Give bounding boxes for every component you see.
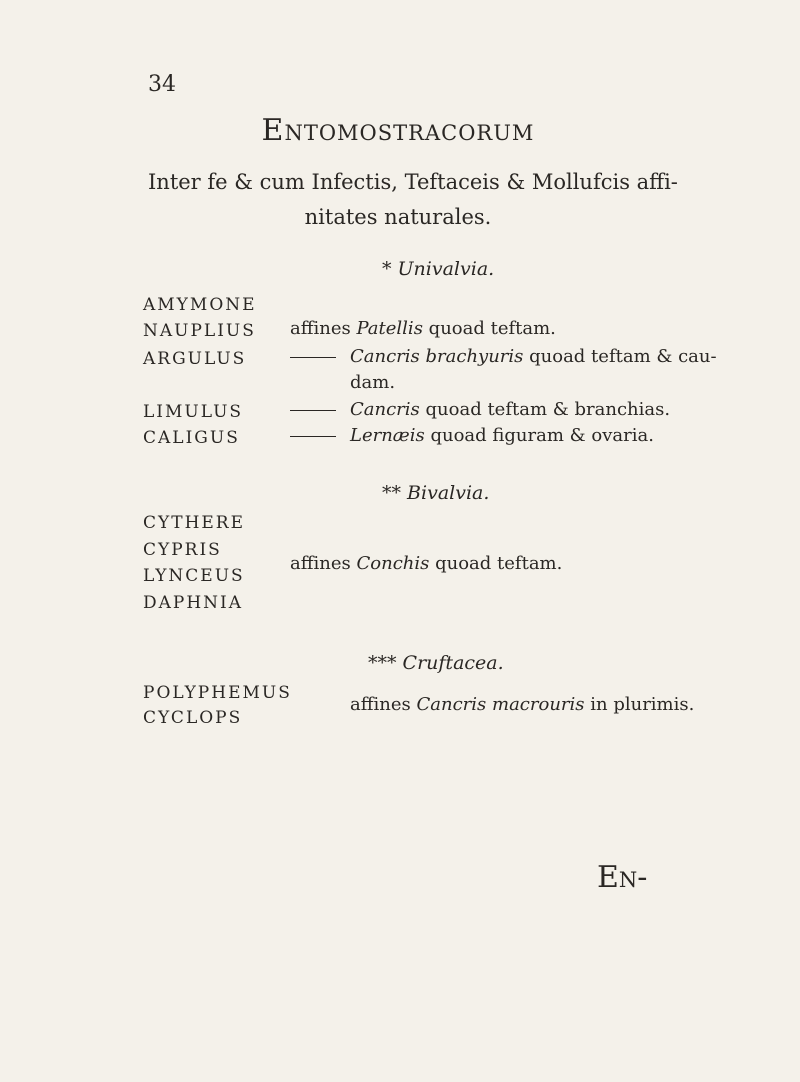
genus-label: LIMULUS [143,402,244,422]
affinity-line [290,318,556,339]
affinity-continuation: dam. [350,372,396,393]
affinity-prefix: affines [350,694,411,715]
genus-label: DAPHNIA [143,593,244,613]
genus-label: AMYMONE [143,295,257,315]
genus-label: ARGULUS [143,349,247,369]
page-title: Entomostracorum [261,113,535,148]
ditto-dash [290,410,336,411]
genus-label: CYTHERE [143,513,246,533]
affinity-text: quoad teftam. [435,553,563,574]
taxon-name: Cancris macrouris [416,694,585,715]
intro-line-1: Inter fe & cum Infectis, Teftaceis & Mollufcis affi- [148,170,678,194]
section-heading-bivalvia: ** Bivalvia. [382,482,490,504]
affinity-prefix: affines [290,318,351,339]
genus-label: NAUPLIUS [143,321,256,341]
taxon-name: Conchis [356,553,430,574]
genus-label: CYCLOPS [143,708,243,728]
affinity-line [290,346,717,367]
affinity-text: in plurimis. [590,694,695,715]
intro-line-2: nitates naturales. [304,205,492,229]
genus-label: CYPRIS [143,540,222,560]
affinity-line [290,553,562,574]
taxon-name: Cancris [350,399,420,420]
ditto-dash [290,357,336,358]
taxon-name: Patellis [356,318,423,339]
affinity-line [290,399,670,420]
taxon-name: Cancris brachyuris [350,346,524,367]
genus-label: LYNCEUS [143,566,245,586]
genus-label: CALIGUS [143,428,240,448]
section-heading-crustacea: *** Cruftacea. [368,652,504,674]
genus-label: POLYPHEMUS [143,683,292,703]
affinity-text: quoad figuram & ovaria. [430,425,654,446]
affinity-prefix: affines [290,553,351,574]
affinity-text: quoad teftam. [428,318,556,339]
section-heading-univalvia: * Univalvia. [382,258,495,280]
affinity-text: quoad teftam & branchias. [425,399,671,420]
affinity-line [350,694,694,715]
ditto-dash [290,436,336,437]
page-number: 34 [148,72,176,97]
affinity-text: quoad teftam & cau- [529,346,717,367]
catchword: En- [597,860,648,895]
taxon-name: Lernæis [350,425,425,446]
affinity-line [290,425,654,446]
